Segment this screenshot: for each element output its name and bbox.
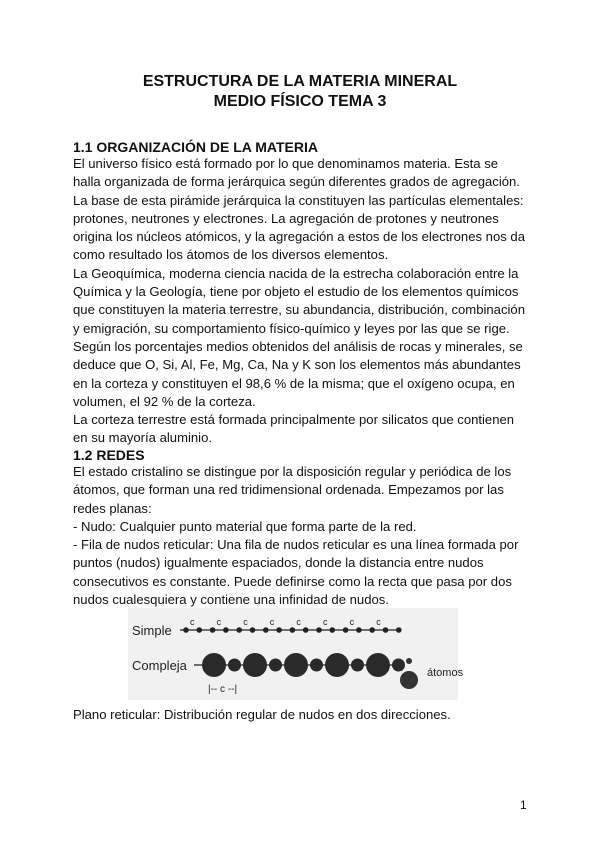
small-atom (269, 659, 282, 672)
section-heading-2: 1.2 REDES (73, 447, 145, 463)
text-line: - Fila de nudos reticular: Una fila de nudos reticular es una línea formada por (73, 537, 519, 553)
text-line: en su mayoría aluminio. (73, 430, 213, 446)
spacing-c-label: c (349, 617, 355, 627)
text-line: redes planas: (73, 500, 152, 516)
text-line: La corteza terrestre está formada principalmente por silicatos que contienen (73, 412, 515, 428)
spacing-c-label: c (216, 617, 222, 627)
text-line: El universo físico está formado por lo que denominamos materia. Esta se (73, 156, 499, 171)
lattice-node (290, 627, 296, 633)
atoms-label: átomos (427, 667, 464, 679)
lattice-node (303, 627, 309, 633)
text-line: nudos cualesquiera y contiene una infinidad de nudos. (73, 592, 389, 608)
title-line-1: ESTRUCTURA DE LA MATERIA MINERAL (142, 73, 458, 90)
section-2-text (73, 463, 535, 609)
text-line: que constituyen la materia terrestre, su abundancia, distribución, combinación (73, 302, 525, 318)
text-line: El estado cristalino se distingue por la disposición regular y periódica de los (73, 464, 512, 479)
lattice-node (183, 627, 189, 633)
lattice-node (383, 627, 389, 633)
lattice-node (276, 627, 282, 633)
section-heading-1: 1.1 ORGANIZACIÓN DE LA MATERIA (73, 139, 319, 155)
text-line: volumen, el 92 % de la corteza. (73, 393, 256, 409)
compleja-spacing-label: |-- c --| (208, 684, 238, 695)
spacing-c-label: c (190, 617, 195, 627)
spacing-c-label: c (269, 617, 275, 627)
title-line-2: MEDIO FÍSICO TEMA 3 (213, 93, 387, 110)
section-1-text (73, 155, 535, 448)
text-line: deduce que O, Si, Al, Fe, Mg, Ca, Na y K son los elementos más abundantes (73, 357, 521, 373)
text-line: protones, neutrones y electrones. La agregación de protones y neutrones (73, 210, 499, 226)
lattice-row-figure (128, 608, 464, 700)
lattice-node (263, 627, 269, 633)
lattice-node (343, 627, 349, 633)
text-line: átomos, que forman una red tridimensional ordenada. Empezamos por las (73, 482, 504, 498)
figure-caption: Plano reticular: Distribución regular de nudos en dos direcciones. (73, 707, 451, 722)
lattice-node (369, 627, 375, 633)
lattice-node (396, 627, 402, 633)
small-atom (228, 659, 241, 672)
large-atom (366, 653, 390, 677)
lattice-node (330, 627, 336, 633)
large-atom (243, 653, 267, 677)
large-atom (325, 653, 349, 677)
spacing-c-label: c (323, 617, 328, 627)
lattice-node (236, 627, 242, 633)
lattice-node (356, 627, 362, 633)
spacing-c-label: c (376, 617, 381, 627)
text-line: halla organizada de forma jerárquica según diferentes grados de agregación. (73, 174, 520, 190)
text-line: consecutivos es constante. Puede definirse como la recta que pasa por dos (73, 573, 512, 589)
text-line: Química y la Geología, tiene por objeto el estudio de los elementos químicos (73, 284, 519, 300)
lattice-node (316, 627, 322, 633)
text-line: en la corteza y constituyen el 98,6 % de la misma; que el oxígeno ocupa, en (73, 375, 515, 391)
page-number: 1 (520, 798, 527, 812)
small-atom (351, 659, 364, 672)
small-atom (310, 659, 323, 672)
text-line: - Nudo: Cualquier punto material que forma parte de la red. (73, 518, 417, 534)
text-line: puntos (nudos) igualmente espaciados, donde la distancia entre nudos (73, 555, 484, 571)
spacing-c-label: c (296, 617, 301, 627)
lattice-node (250, 627, 256, 633)
compleja-label: Compleja (132, 658, 187, 673)
text-line: y emigración, su comportamiento físico-químico y leyes por las que se rige. (73, 320, 510, 336)
text-line: Según los porcentajes medios obtenidos del análisis de rocas y minerales, se (73, 338, 523, 354)
legend-small-atom (406, 658, 412, 664)
lattice-node (223, 627, 229, 633)
simple-label: Simple (132, 623, 172, 638)
large-atom (202, 653, 226, 677)
spacing-c-label: c (243, 617, 248, 627)
large-atom (284, 653, 308, 677)
legend-large-atom (400, 671, 418, 689)
text-line: La Geoquímica, moderna ciencia nacida de la estrecha colaboración entre la (73, 265, 519, 281)
lattice-node (197, 627, 203, 633)
lattice-node (210, 627, 216, 633)
text-line: origina los núcleos atómicos, y la agregación a estos de los electrones nos da (73, 229, 525, 245)
text-line: como resultado los átomos de los diversos elementos. (73, 247, 389, 263)
small-atom (392, 659, 405, 672)
text-line: La base de esta pirámide jerárquica la constituyen las partículas elementales: (73, 192, 524, 208)
